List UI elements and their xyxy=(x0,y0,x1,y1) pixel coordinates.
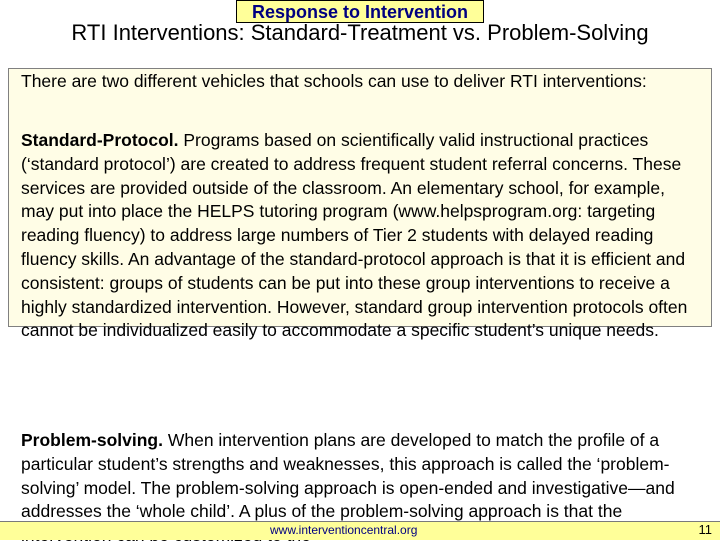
paragraph-term: Standard-Protocol. xyxy=(21,130,179,150)
slide-title: RTI Interventions: Standard-Treatment vs. Problem-Solving xyxy=(71,20,649,45)
paragraph-body: When intervention plans are developed to match the profile of a particular student’s strengths and weaknesses, this approach is called the ‘problem-solving’ model. The problem-solving approach is open-ended and investigative—and addresses the ‘whole child’. A plus of the problem-solving approach is that the xyxy=(21,430,675,522)
footer-bar xyxy=(0,521,720,540)
paragraph-term: Problem-solving. xyxy=(21,430,163,450)
page-number: 11 xyxy=(698,522,712,537)
footer-url-link[interactable]: www.interventioncentral.org xyxy=(270,523,418,537)
standard-protocol-paragraph xyxy=(21,129,693,343)
paragraph-body: Programs based on scientifically valid instructional practices (‘standard protocol’) are created to address frequent student referral concerns. These services are provided outside of the classroom. An elementary school, for example, may put into place the HELPS tutoring program (www.helpsprogram.org: targeting reading fluency) to address large numbers of Tier 2 students with delayed reading fluency skills. An advantage of the standard-protocol approach is that it is efficient and consistent: groups of students can be put into these group interventions to receive a highly standardized intervention. However, standard group intervention protocols often cannot be individualized easily to accommodate a specific student’s unique needs. xyxy=(21,130,688,341)
intro-text: There are two different vehicles that schools can use to deliver RTI interventions: xyxy=(21,71,647,91)
header-label: Response to Intervention xyxy=(251,2,469,22)
